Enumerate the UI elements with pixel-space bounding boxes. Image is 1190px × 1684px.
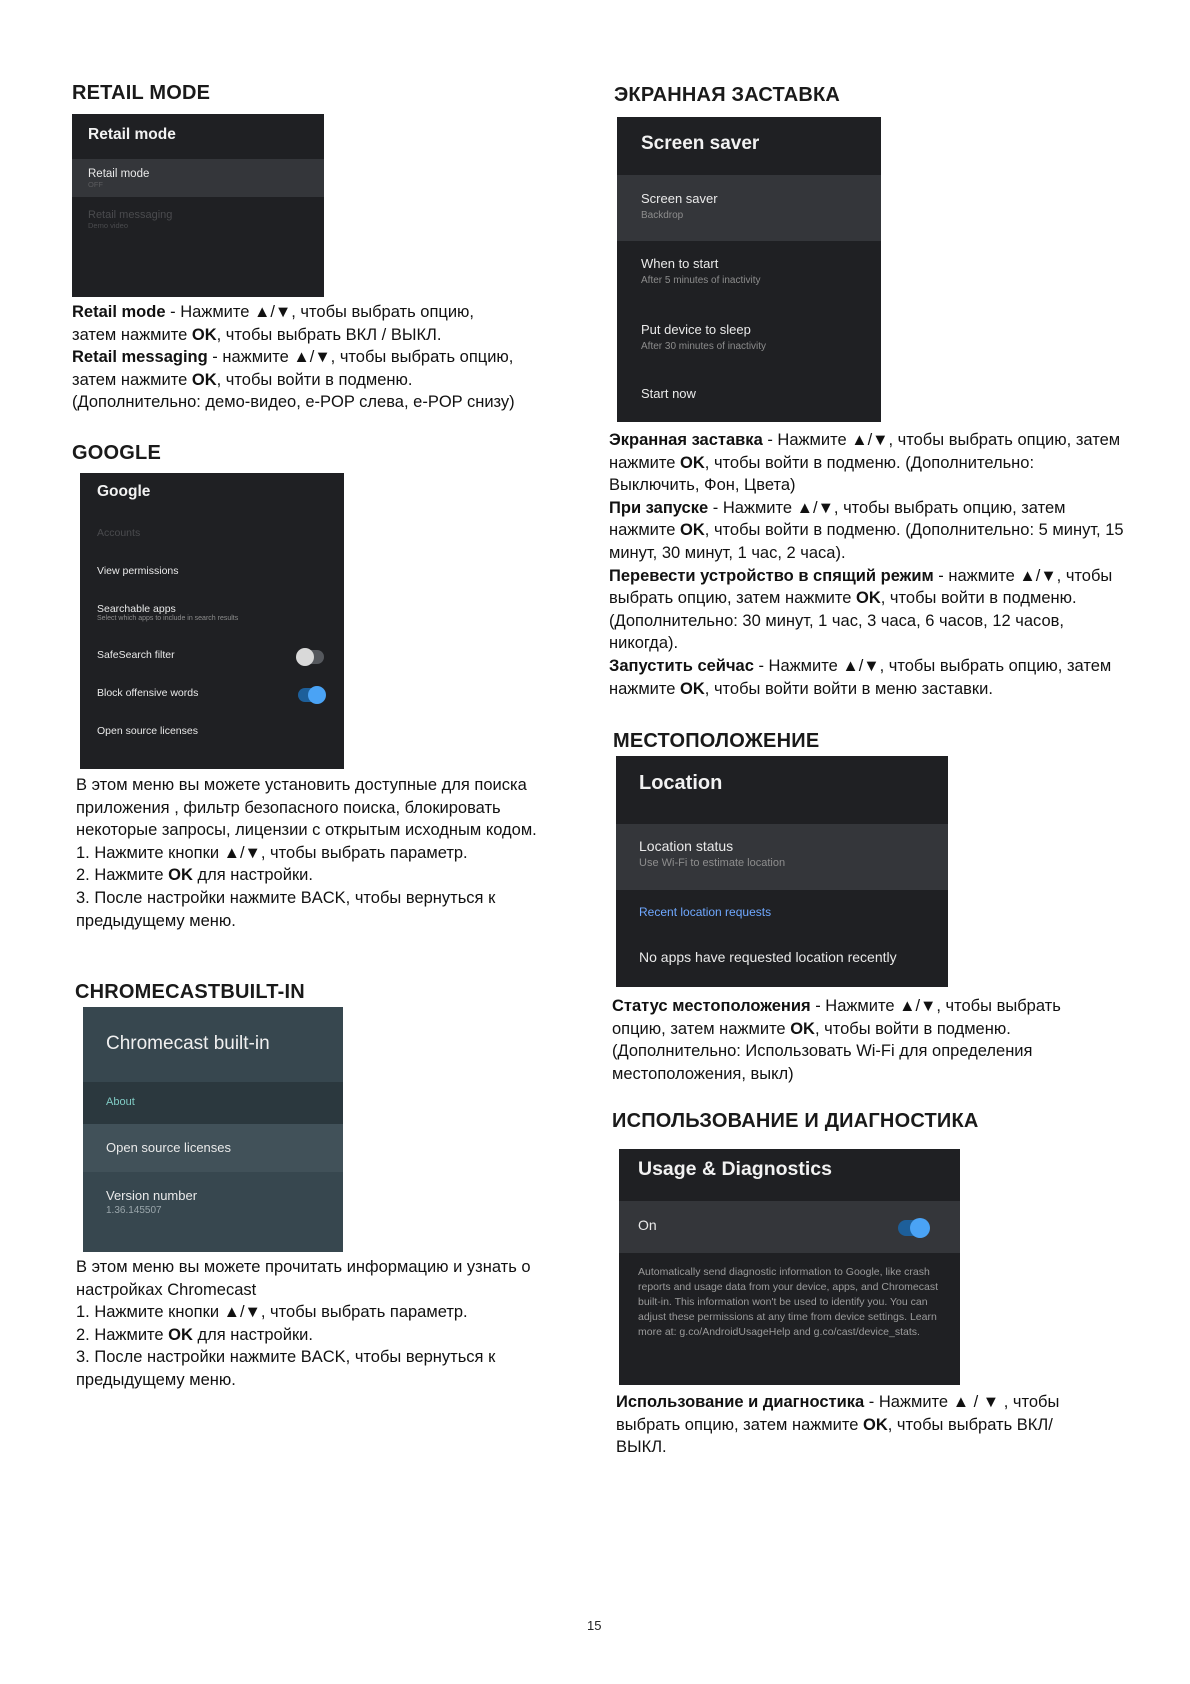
google-block-offensive-item[interactable]: Block offensive words xyxy=(80,675,344,713)
retail-messaging-label: Retail messaging xyxy=(72,348,208,367)
retail-mode-label: Retail mode xyxy=(72,303,166,321)
retail-mode-item-sub: OFF xyxy=(88,180,103,189)
google-searchable-apps-item[interactable]: Searchable apps Select which apps to include in search results xyxy=(97,603,239,622)
screensaver-screen xyxy=(617,117,881,422)
google-accounts-item[interactable]: Accounts xyxy=(97,527,141,539)
screensaver-screen-header: Screen saver xyxy=(617,117,881,175)
usage-toggle[interactable] xyxy=(898,1220,928,1236)
page-number: 15 xyxy=(587,1618,602,1633)
retail-mode-heading: RETAIL MODE xyxy=(72,82,211,104)
chromecast-open-source-item[interactable]: Open source licenses xyxy=(83,1124,343,1172)
screensaver-description: Экранная заставка - Нажмите ▲/▼, чтобы выбрать опцию, затем нажмите OK, чтобы войти в подменю. (Дополнительно: Выключить, Фон, Цвета) При запуске - Нажмите ▲/▼, чтобы выбрать опцию, затем нажмите OK, чтобы войти в подменю. (Дополнительно: 5 минут, 15 минут, 30 минут, 1 час, 2 часа). Перевести устройство в спящий режим - нажмите ▲/▼, чтобы выбрать опцию, затем нажмите OK, чтобы войти в подменю. (Дополнительно: 30 минут, 1 час, 3 часа, 6 часов, 12 часов, никогда). Запустить сейчас - Нажмите ▲/▼, чтобы выбрать опцию, затем нажмите OK, чтобы войти войти в меню заставки. xyxy=(609,431,1124,698)
usage-on-toggle-item[interactable]: On xyxy=(619,1201,960,1253)
chromecast-screen xyxy=(83,1007,343,1252)
google-description: В этом меню вы можете установить доступные для поиска приложения , фильтр безопасного поиска, блокировать некоторые запросы, лицензии с открытым исходным кодом. 1. Нажмите кнопки ▲/▼, чтобы выбрать параметр. 2. Нажмите OK для настройки. 3. После настройки нажмите BACK, чтобы вернуться к предыдущему меню. xyxy=(76,774,556,932)
chromecast-screen-header: Chromecast built-in xyxy=(83,1007,343,1082)
location-status-item[interactable]: Location status Use Wi-Fi to estimate location xyxy=(616,824,948,890)
location-screen xyxy=(616,756,948,987)
google-safesearch-item[interactable]: SafeSearch filter xyxy=(80,635,344,675)
location-heading: МЕСТОПОЛОЖЕНИЕ xyxy=(613,730,820,752)
recent-location-requests-label: Recent location requests xyxy=(639,905,772,919)
google-screen xyxy=(80,473,344,769)
when-to-start-item[interactable]: When to start After 5 minutes of inactivity xyxy=(641,256,761,286)
location-description: Статус местоположения - Нажмите ▲/▼, чтобы выбрать опцию, затем нажмите OK, чтобы войти в подменю. (Дополнительно: Использовать Wi-Fi для определения местоположения, выкл) xyxy=(612,997,1061,1083)
google-view-permissions-item[interactable]: View permissions xyxy=(97,565,179,577)
chromecast-about-section: About xyxy=(83,1082,343,1124)
google-open-source-item[interactable]: Open source licenses xyxy=(97,725,198,737)
usage-screen-header: Usage & Diagnostics xyxy=(619,1149,960,1201)
chromecast-intro-paragraph: В этом меню вы можете прочитать информацию и узнать о настройках Chromecast xyxy=(76,1258,531,1299)
safesearch-toggle[interactable] xyxy=(298,650,324,664)
block-offensive-toggle[interactable] xyxy=(298,688,324,702)
screensaver-item[interactable]: Screen saver Backdrop xyxy=(617,175,881,241)
retail-messaging-item-title: Retail messaging xyxy=(88,209,173,221)
chromecast-description: В этом меню вы можете прочитать информацию и узнать о настройках Chromecast 1. Нажмите кнопки ▲/▼, чтобы выбрать параметр. 2. Нажмите OK для настройки. 3. После настройки нажмите BACK, чтобы вернуться к предыдущему меню. xyxy=(76,1256,546,1392)
chromecast-version-item[interactable]: Version number 1.36.145507 xyxy=(83,1172,343,1232)
screensaver-heading: ЭКРАННАЯ ЗАСТАВКА xyxy=(614,84,841,106)
google-screen-header: Google xyxy=(80,473,344,515)
put-device-to-sleep-item[interactable]: Put device to sleep After 30 minutes of inactivity xyxy=(641,322,767,352)
retail-mode-description: Retail mode - Нажмите ▲/▼, чтобы выбрать опцию, затем нажмите OK, чтобы выбрать ВКЛ / ВЫКЛ. Retail messaging - нажмите ▲/▼, чтобы выбрать опцию, затем нажмите OK, чтобы войти в подменю. (Дополнительно: демо-видео, e-POP слева, e-POP снизу) xyxy=(72,303,515,412)
retail-mode-item[interactable] xyxy=(72,159,324,197)
retail-messaging-item-sub: Demo video xyxy=(88,221,129,230)
start-now-item[interactable]: Start now xyxy=(641,386,696,401)
location-screen-header: Location xyxy=(616,756,948,824)
usage-diagnostics-description: Использование и диагностика - Нажмите ▲ / ▼ , чтобы выбрать опцию, затем нажмите OK, чтобы выбрать ВКЛ/ ВЫКЛ. xyxy=(616,1393,1060,1457)
retail-mode-screen xyxy=(72,114,324,297)
no-recent-requests-note: No apps have requested location recently xyxy=(639,949,897,965)
usage-diagnostics-heading: ИСПОЛЬЗОВАНИЕ И ДИАГНОСТИКА xyxy=(612,1110,979,1132)
google-intro-paragraph: В этом меню вы можете установить доступные для поиска приложения , фильтр безопасного поиска, блокировать некоторые запросы, лицензии с открытым исходным кодом. xyxy=(76,776,537,840)
chromecast-heading: CHROMECASTBUILT-IN xyxy=(75,981,305,1003)
retail-screen-header: Retail mode xyxy=(72,114,324,159)
usage-diagnostics-screen xyxy=(619,1149,960,1385)
google-heading: GOOGLE xyxy=(72,442,161,464)
usage-description-text: Automatically send diagnostic information to Google, like crash reports and usage data from your device, apps, and Chromecast built-in. This information won't be used to identify you. You can adjust these permissions at any time from device settings. Learn more at: g.co/AndroidUsageHelp and g.co/cast/device_stats. xyxy=(638,1266,938,1338)
retail-mode-item-title: Retail mode xyxy=(88,168,150,180)
retail-messaging-item[interactable] xyxy=(72,197,324,237)
